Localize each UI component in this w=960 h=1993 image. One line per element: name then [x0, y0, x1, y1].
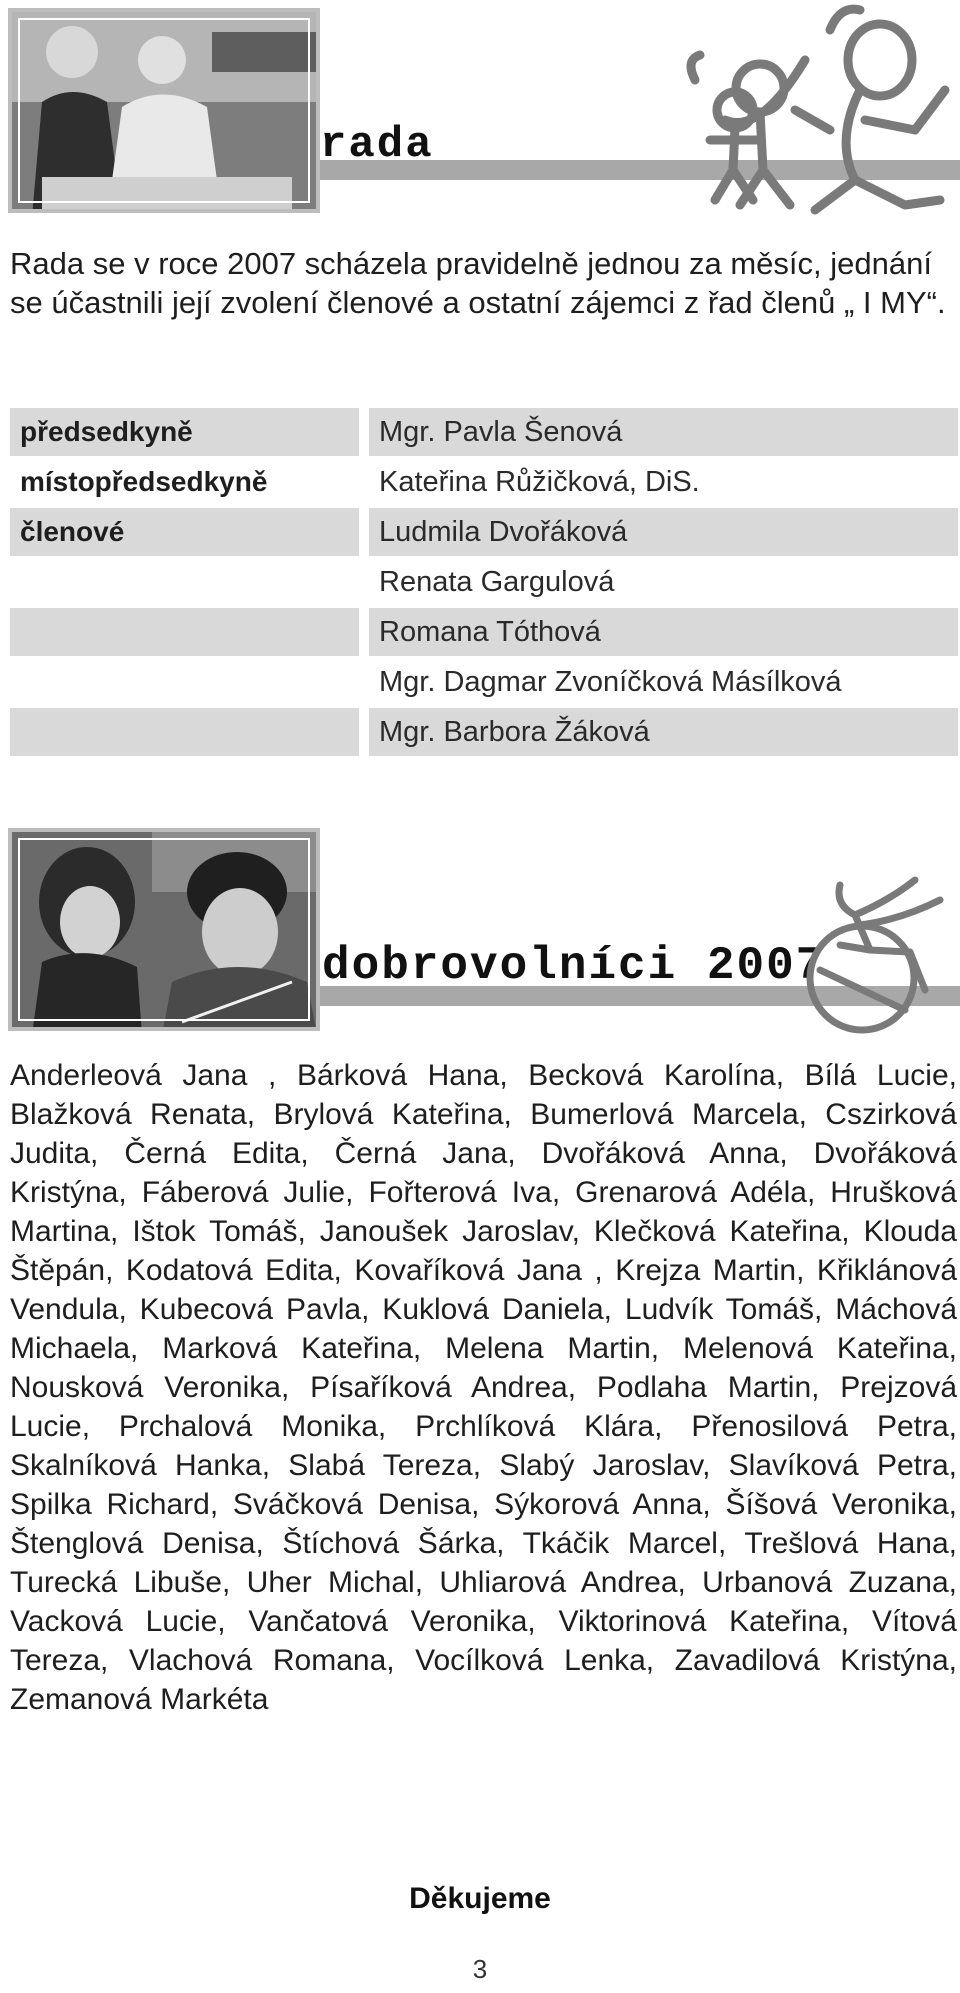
board-role [10, 658, 359, 706]
board-role: předsedkyně [10, 408, 359, 456]
board-role [10, 608, 359, 656]
board-role [10, 708, 359, 756]
rada-intro-text: Rada se v roce 2007 scházela pravidelně jednou za měsíc, jednání se účastnili její zvolení členové a ostatní zájemci z řad členů „ I MY“. [10, 246, 946, 320]
page-number: 3 [472, 1954, 488, 1984]
volunteers-list: Anderleová Jana , Bárková Hana, Becková Karolína, Bílá Lucie, Blažková Renata, Brylová Kateřina, Bumerlová Marcela, Cszirková Judita, Černá Edita, Černá Jana, Dvořáková Anna, Dvořáková Kristýna, Fáberová Julie, Fořterová Iva, Grenarová Adéla, Hrušková Martina, Ištok Tomáš, Janoušek Jaroslav, Klečková Kateřina, Klouda Štěpán, Kodatová Edita, Kovaříková Jana , Krejza Martin, Křiklánová Vendula, Kubecová Pavla, Kuklová Daniela, Ludvík Tomáš, Máchová Michaela, Marková Kateřina, Melena Martin, Melenová Kateřina, Nousková Veronika, Písaříková Andrea, Podlaha Martin, Prejzová Lucie, Prchalová Monika, Prchlíková Klára, Přenosilová Petra, Skalníková Hanka, Slabá Tereza, Slabý Jaroslav, Slavíková Petra, Spilka Richard, Sváčková Denisa, Sýkorová Anna, Šíšová Veronika, Štenglová Denisa, Štíchová Šárka, Tkáčik Marcel, Trešlová Hana, Turecká Libuše, Uher Michal, Uhliarová Andrea, Urbanová Zuzana, Vacková Lucie, Vančatová Veronika, Viktorinová Kateřina, Vítová Tereza, Vlachová Romana, Vocílková Lenka, Zavadilová Kristýna, Zemanová Markéta [10, 1059, 957, 1716]
board-row [10, 708, 958, 758]
board-row [10, 558, 958, 608]
board-member: Ludmila Dvořáková [369, 508, 958, 556]
board-role: místopředsedkyně [20, 466, 268, 497]
volunteers-section-title: dobrovolníci 2007 [322, 940, 826, 992]
wheelchair-figure-icon [800, 870, 955, 1035]
dancing-figures-icon [655, 0, 955, 215]
board-member: Mgr. Pavla Šenová [369, 408, 958, 456]
rada-photo [8, 8, 320, 213]
board-row [10, 608, 958, 658]
volunteers-photo [8, 828, 320, 1031]
board-role [10, 558, 359, 606]
board-row [10, 508, 958, 558]
board-role: členové [10, 508, 359, 556]
board-row [10, 458, 958, 508]
thanks-text: Děkujeme [409, 1882, 551, 1915]
rada-section-title: rada [320, 120, 434, 170]
board-member: Renata Gargulová [379, 566, 615, 598]
board-member: Mgr. Barbora Žáková [369, 708, 958, 756]
board-member: Kateřina Růžičková, DiS. [379, 466, 700, 498]
board-member: Romana Tóthová [369, 608, 958, 656]
board-row [10, 658, 958, 708]
board-row [10, 408, 958, 458]
board-table [10, 408, 958, 758]
board-member: Mgr. Dagmar Zvoníčková Másílková [379, 666, 842, 698]
